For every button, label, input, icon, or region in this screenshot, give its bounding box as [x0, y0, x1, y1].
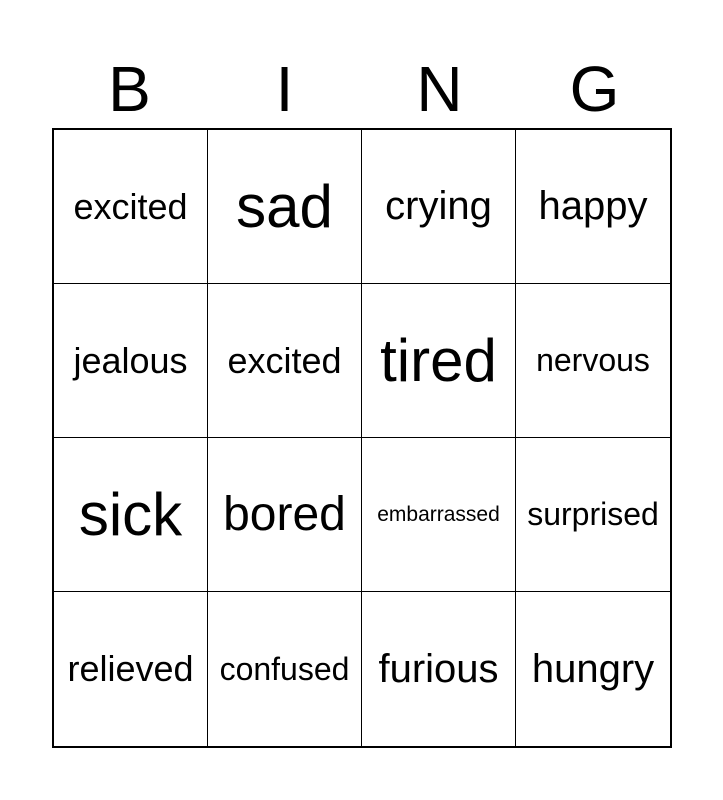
bingo-cell[interactable]: sad: [208, 130, 362, 284]
header-letter-b: B: [108, 53, 151, 125]
bingo-cell[interactable]: furious: [362, 592, 516, 746]
bingo-cell[interactable]: happy: [516, 130, 670, 284]
bingo-cell[interactable]: excited: [208, 284, 362, 438]
bingo-header: [52, 50, 672, 128]
bingo-cell[interactable]: sick: [54, 438, 208, 592]
bingo-cell[interactable]: embarrassed: [362, 438, 516, 592]
bingo-cell[interactable]: crying: [362, 130, 516, 284]
bingo-cell[interactable]: tired: [362, 284, 516, 438]
header-letter-i: I: [275, 53, 294, 125]
bingo-cell[interactable]: excited: [54, 130, 208, 284]
bingo-cell[interactable]: nervous: [516, 284, 670, 438]
header-letter-g: G: [569, 53, 620, 125]
bingo-board: [52, 128, 672, 748]
bingo-cell[interactable]: confused: [208, 592, 362, 746]
bingo-cell[interactable]: hungry: [531, 646, 655, 691]
bingo-cell[interactable]: surprised: [516, 438, 670, 592]
bingo-cell[interactable]: jealous: [54, 284, 208, 438]
header-letter-n: N: [416, 53, 463, 125]
bingo-cell[interactable]: bored: [208, 438, 362, 592]
bingo-cell[interactable]: relieved: [54, 592, 208, 746]
